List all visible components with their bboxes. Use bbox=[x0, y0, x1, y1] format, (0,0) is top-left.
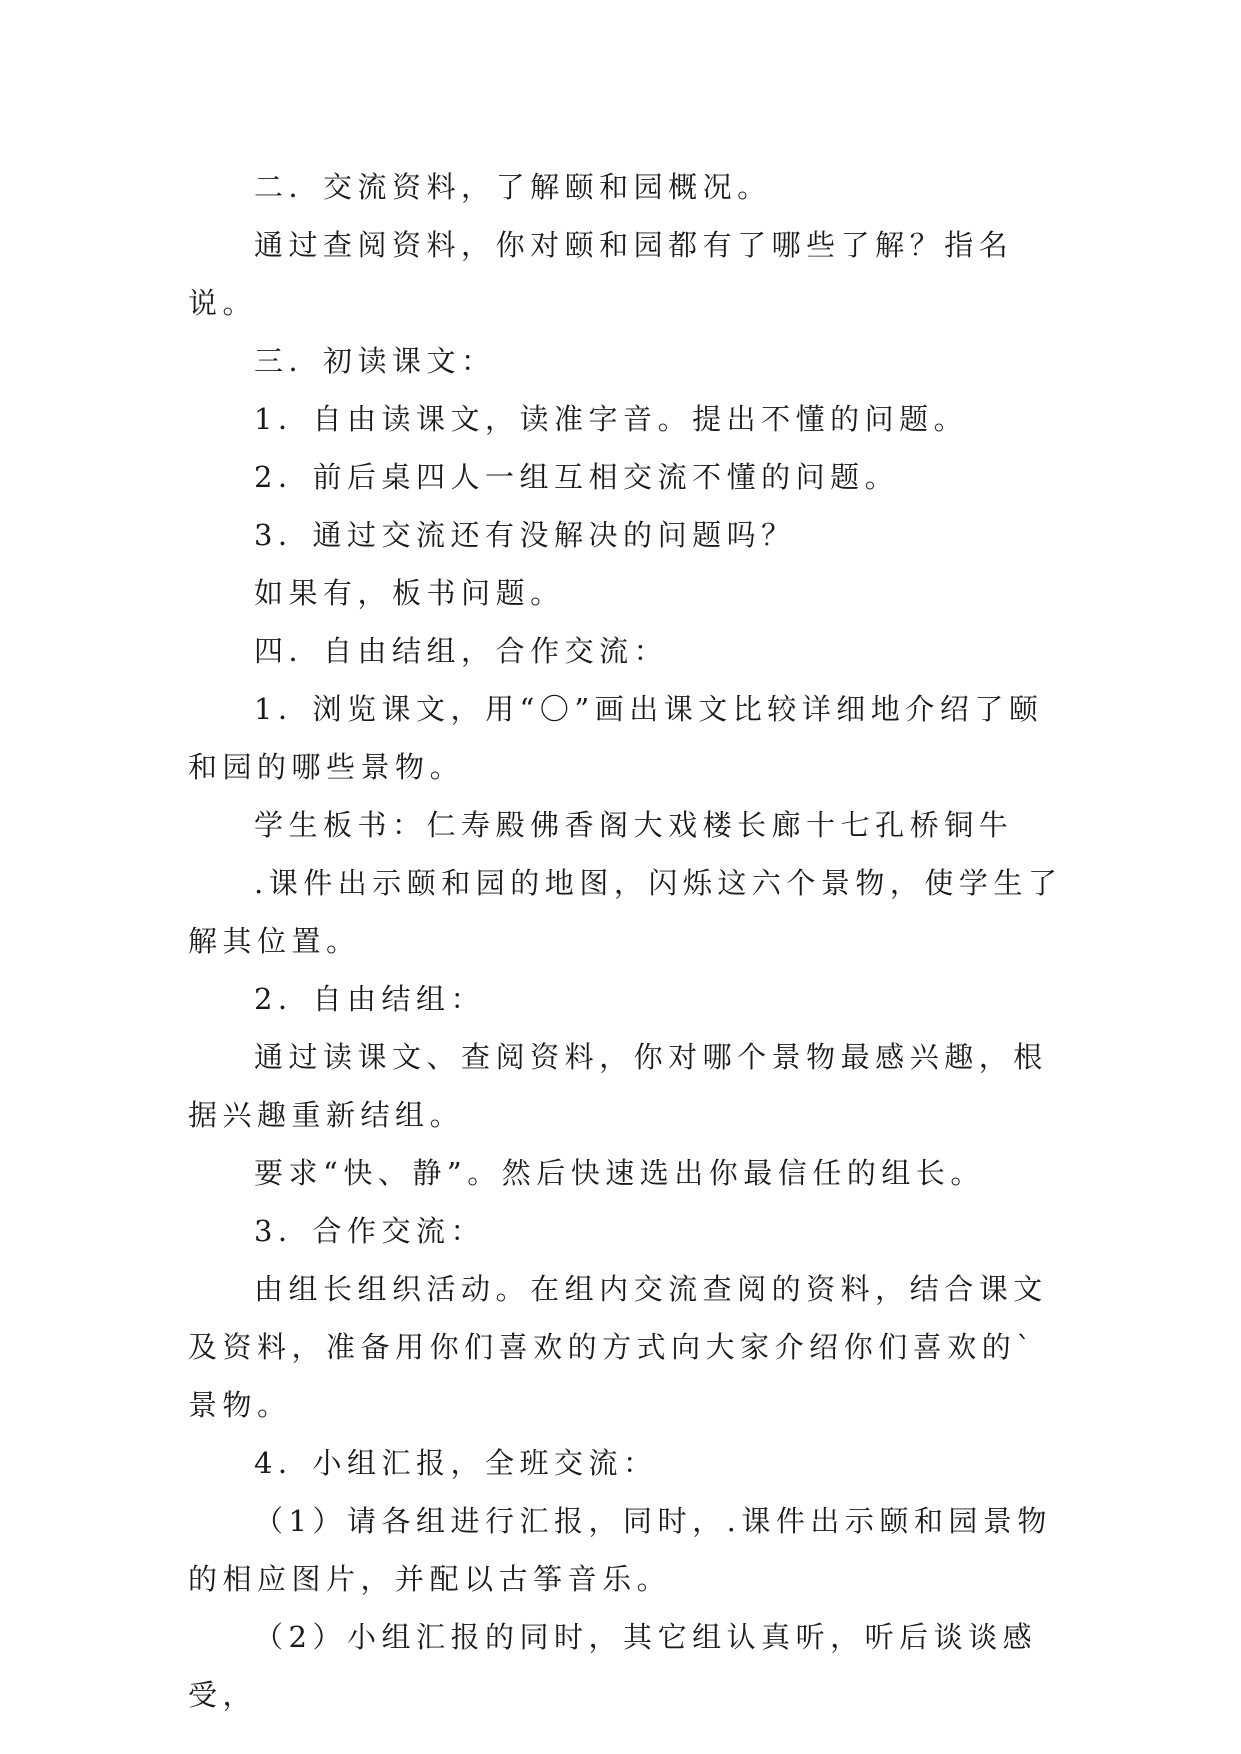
paragraph: 3．通过交流还有没解决的问题吗？ bbox=[254, 518, 796, 552]
paragraph: 三．初读课文： bbox=[254, 344, 496, 378]
paragraph: 二．交流资料，了解颐和园概况。 bbox=[254, 170, 772, 204]
paragraph: 通过读课文、查阅资料，你对哪个景物最感兴趣，根据兴趣重新结组。 bbox=[188, 1040, 1048, 1132]
paragraph: （1）请各组进行汇报，同时，.课件出示颐和园景物的相应图片，并配以古筝音乐。 bbox=[188, 1504, 1052, 1596]
paragraph: 3．合作交流： bbox=[254, 1214, 486, 1248]
paragraph: 要求“快、静”。然后快速选出你最信任的组长。 bbox=[254, 1156, 985, 1190]
paragraph: （2）小组汇报的同时，其它组认真听，听后谈谈感受， bbox=[188, 1620, 1038, 1712]
paragraph: 1．自由读课文，读准字音。提出不懂的问题。 bbox=[254, 402, 969, 436]
paragraph: 2．前后桌四人一组互相交流不懂的问题。 bbox=[254, 460, 900, 494]
paragraph: 如果有，板书问题。 bbox=[254, 576, 565, 610]
paragraph: 通过查阅资料，你对颐和园都有了哪些了解？指名说。 bbox=[188, 228, 1014, 320]
paragraph: 四．自由结组，合作交流： bbox=[254, 634, 669, 668]
paragraph: 学生板书：仁寿殿佛香阁大戏楼长廊十七孔桥铜牛 bbox=[254, 808, 1014, 842]
paragraph: .课件出示颐和园的地图，闪烁这六个景物，使学生了解其位置。 bbox=[188, 866, 1063, 958]
document-page bbox=[188, 158, 1068, 1724]
paragraph: 由组长组织活动。在组内交流查阅的资料，结合课文及资料，准备用你们喜欢的方式向大家介绍你们喜欢的`景物。 bbox=[188, 1272, 1048, 1422]
paragraph: 1．浏览课文，用“〇”画出课文比较详细地介绍了颐和园的哪些景物。 bbox=[188, 692, 1044, 784]
paragraph: 4．小组汇报，全班交流： bbox=[254, 1446, 658, 1480]
paragraph: 2．自由结组： bbox=[254, 982, 486, 1016]
